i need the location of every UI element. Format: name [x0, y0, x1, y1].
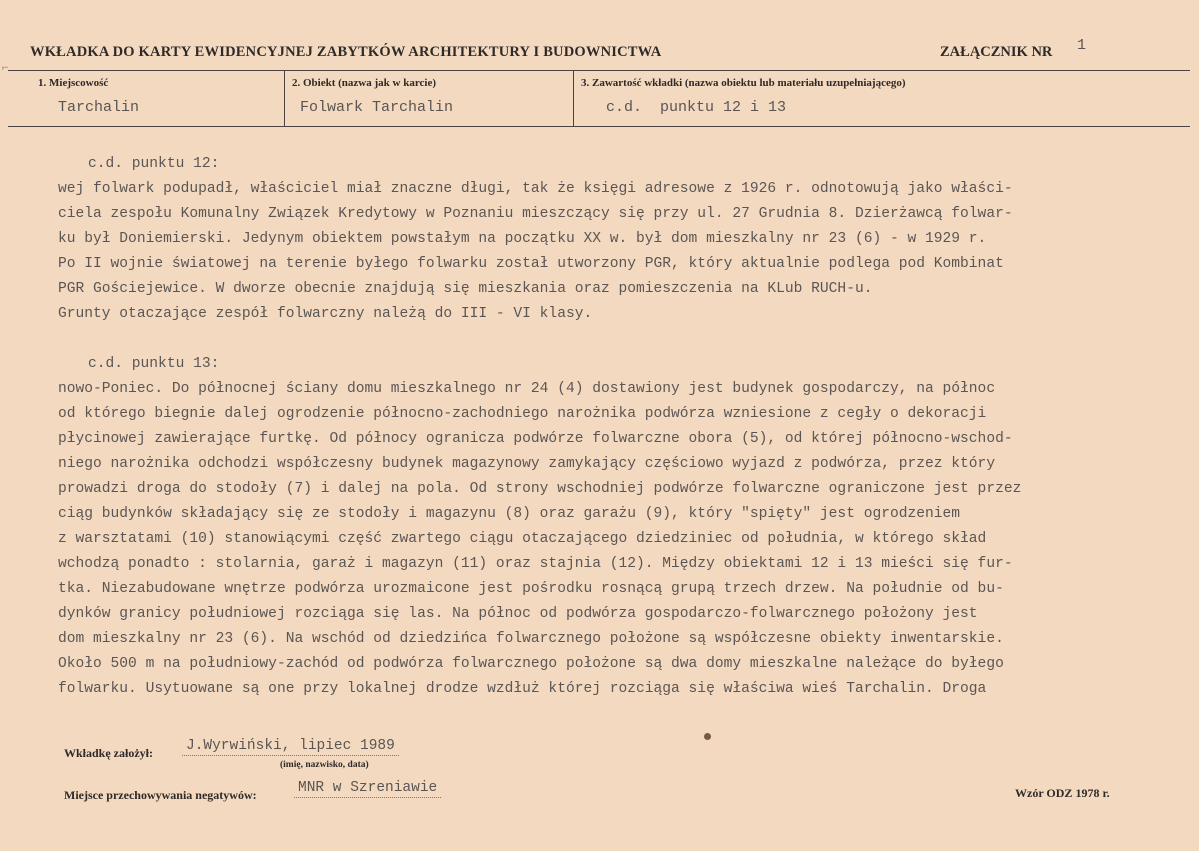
- annex-number: 1: [1077, 37, 1087, 54]
- section-13-line: płycinowej zawierające furtkę. Od północy ogranicza podwórze folwarczne obora (5), od której północno-wschod-: [58, 431, 1013, 447]
- annex-label: ZAŁĄCZNIK NR: [940, 44, 1053, 60]
- section-13-line: folwarku. Usytuowane są one przy lokalnej drodze wzdłuż której rozciąga się właściwa wieś Tarchalin. Droga: [58, 681, 987, 697]
- field-divider-1: [284, 71, 285, 126]
- corner-tick-mark: ⌐: [2, 60, 9, 74]
- form-model-label: Wzór ODZ 1978 r.: [1015, 786, 1110, 800]
- section-12-line: ciela zespołu Komunalny Związek Kredytowy w Poznaniu mieszczący się przy ul. 27 Grudnia 8. Dzierżawcą folwar-: [58, 206, 1013, 222]
- section-12-line: PGR Gościejewice. W dworze obecnie znajdują się mieszkania oraz pomieszczenia na KLub RUCH-u.: [58, 281, 873, 297]
- header-bottom-rule: [8, 126, 1190, 127]
- top-rule: [8, 70, 1190, 71]
- field-value-locality: Tarchalin: [58, 99, 140, 116]
- field-label-contents: 3. Zawartość wkładki (nazwa obiektu lub materiału uzupełniającego): [581, 77, 906, 89]
- field-value-object: Folwark Tarchalin: [300, 99, 454, 116]
- ink-spot: [704, 733, 711, 740]
- section-13-line: tka. Niezabudowane wnętrze podwórza urozmaicone jest pośrodku rosnącą grupą trzech drzew. Na południe od bu-: [58, 581, 1004, 597]
- section-12-line: Grunty otaczające zespół folwarczny należą do III - VI klasy.: [58, 306, 593, 322]
- section-13-line: nowo-Poniec. Do północnej ściany domu mieszkalnego nr 24 (4) dostawiony jest budynek gospodarczy, na północ: [58, 381, 996, 397]
- section-12-line: Po II wojnie światowej na terenie byłego folwarku został utworzony PGR, który aktualnie podlega pod Kombinat: [58, 256, 1004, 272]
- field-label-object: 2. Obiekt (nazwa jak w karcie): [292, 77, 437, 89]
- section-13-line: dynków granicy południowej rozciąga się las. Na północ od podwórza gospodarczo-folwarcznego położony jest: [58, 606, 978, 622]
- section-13-heading: c.d. punktu 13:: [88, 356, 220, 372]
- author-value: J.Wyrwiński, lipiec 1989: [182, 738, 399, 756]
- section-13-line: z warsztatami (10) stanowiącymi część zwartego ciągu otaczającego dziedziniec od południa, w którego skład: [58, 531, 987, 547]
- section-13-line: prowadzi droga do stodoły (7) i dalej na pola. Od strony wschodniej podwórze folwarczne ograniczone jest przez: [58, 481, 1022, 497]
- section-13-line: wchodzą ponadto : stolarnia, garaż i magazyn (11) oraz stajnia (12). Między obiektami 12 i 13 mieści się fur-: [58, 556, 1013, 572]
- section-13-line: dom mieszkalny nr 23 (6). Na wschód od dziedzińca folwarcznego położone są współczesne obiekty inwentarskie.: [58, 631, 1004, 647]
- section-12-line: wej folwark podupadł, właściciel miał znaczne długi, tak że księgi adresowe z 1926 r. odnotowują jako właści-: [58, 181, 1013, 197]
- field-value-contents: c.d. punktu 12 i 13: [606, 99, 787, 116]
- section-13-line: niego narożnika odchodzi współczesny budynek magazynowy zamykający częściowo wyjazd z podwórza, przez który: [58, 456, 996, 472]
- section-13-line: Około 500 m na południowy-zachód od podwórza folwarcznego położone są dwa domy mieszkalne należące do byłego: [58, 656, 1004, 672]
- section-13-line: od którego biegnie dalej ogrodzenie północno-zachodniego narożnika podwórza wzniesione z cegły o dekoracji: [58, 406, 987, 422]
- author-label: Wkładkę założył:: [64, 746, 153, 760]
- author-hint: (imię, nazwisko, data): [280, 760, 369, 770]
- field-divider-2: [573, 71, 574, 126]
- negatives-storage-value: MNR w Szreniawie: [294, 780, 441, 798]
- section-13-line: ciąg budynków składający się ze stodoły i magazynu (8) oraz garażu (9), który "spięty" jest ogrodzeniem: [58, 506, 961, 522]
- field-label-locality: 1. Miejscowość: [38, 77, 109, 89]
- section-12-line: ku był Doniemierski. Jedynym obiektem powstałym na początku XX w. był dom mieszkalny nr 23 (6) - w 1929 r.: [58, 231, 987, 247]
- negatives-storage-label: Miejsce przechowywania negatywów:: [64, 788, 257, 802]
- section-12-heading: c.d. punktu 12:: [88, 156, 220, 172]
- form-title: WKŁADKA DO KARTY EWIDENCYJNEJ ZABYTKÓW ARCHITEKTURY I BUDOWNICTWA: [30, 44, 662, 60]
